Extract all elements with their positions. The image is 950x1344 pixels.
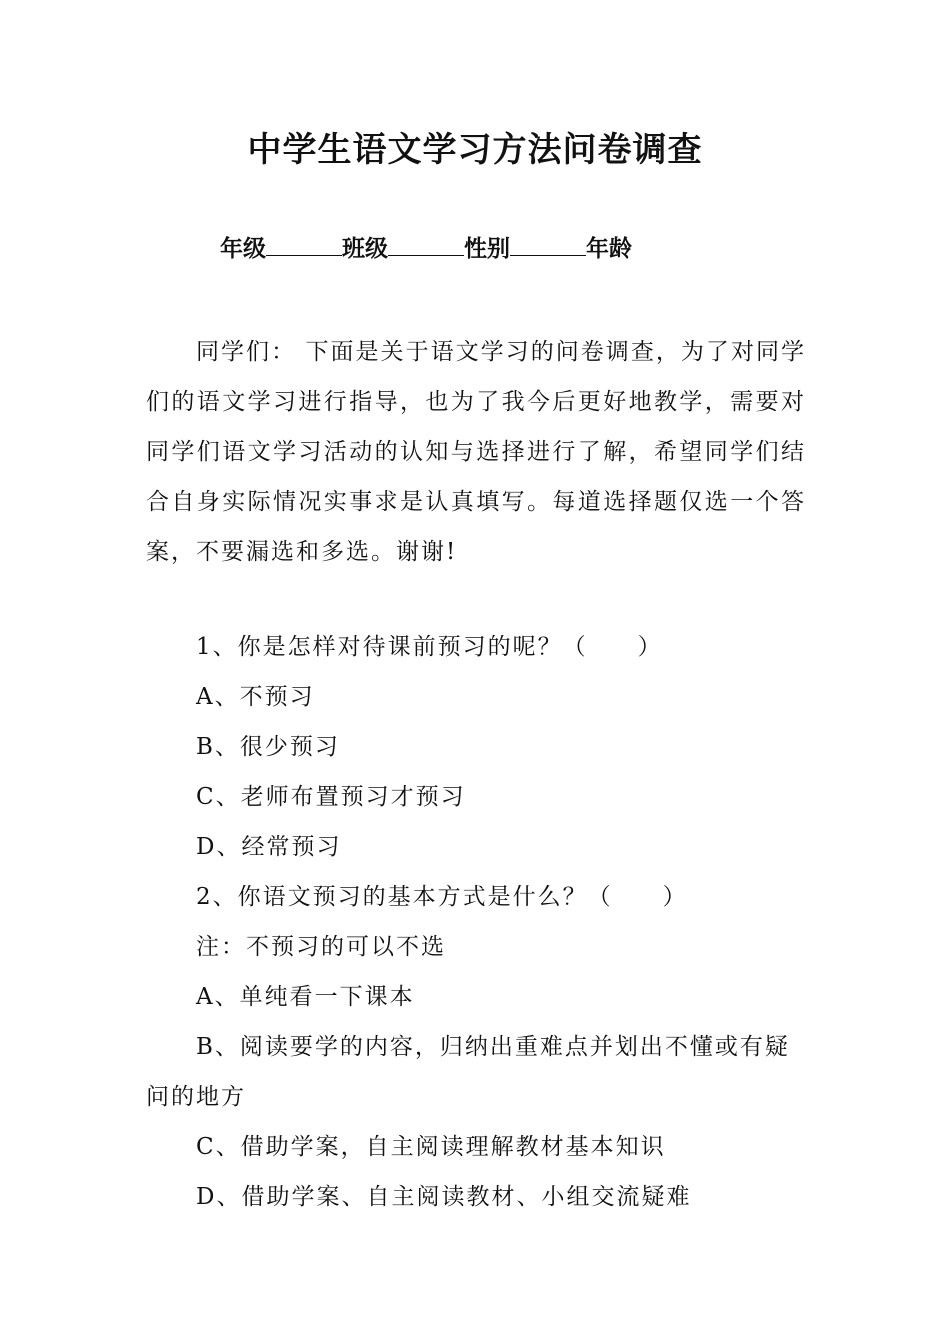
gender-blank[interactable] (510, 233, 586, 256)
question-2-option-d: D、借助学案、自主阅读教材、小组交流疑难 (196, 1184, 692, 1210)
question-1-option-a: A、不预习 (196, 684, 315, 710)
question-2-option-b: B、阅读要学的内容，归纳出重难点并划出不懂或有疑问的地方 (146, 1034, 790, 1110)
question-2-option-c: C、借助学案，自主阅读理解教材基本知识 (196, 1134, 666, 1160)
question-1-option-d: D、经常预习 (196, 834, 342, 860)
student-info-line (220, 231, 632, 267)
age-label: 年龄 (586, 235, 632, 262)
class-blank[interactable] (388, 233, 464, 256)
question-1-prompt: 1、你是怎样对待课前预习的呢？（ ） (196, 634, 663, 660)
question-2-option-a: A、单纯看一下课本 (196, 984, 415, 1010)
question-2-prompt: 2、你语文预习的基本方式是什么？（ ） (196, 884, 688, 910)
grade-label: 年级 (220, 235, 266, 262)
page-title: 中学生语文学习方法问卷调查 (247, 130, 703, 170)
question-1-option-b: B、很少预习 (196, 734, 340, 760)
class-label: 班级 (342, 235, 388, 262)
question-2-note: 注：不预习的可以不选 (196, 934, 446, 960)
grade-blank[interactable] (266, 233, 342, 256)
question-1-option-c: C、老师布置预习才预习 (196, 784, 466, 810)
gender-label: 性别 (464, 235, 510, 262)
intro-paragraph: 同学们： 下面是关于语文学习的问卷调查，为了对同学们的语文学习进行指导，也为了我今后更好地教学，需要对同学们语文学习活动的认知与选择进行了解，希望同学们结合自身实际情况实事求是认真填写。每道选择题仅选一个答案，不要漏选和多选。谢谢! (146, 339, 806, 565)
